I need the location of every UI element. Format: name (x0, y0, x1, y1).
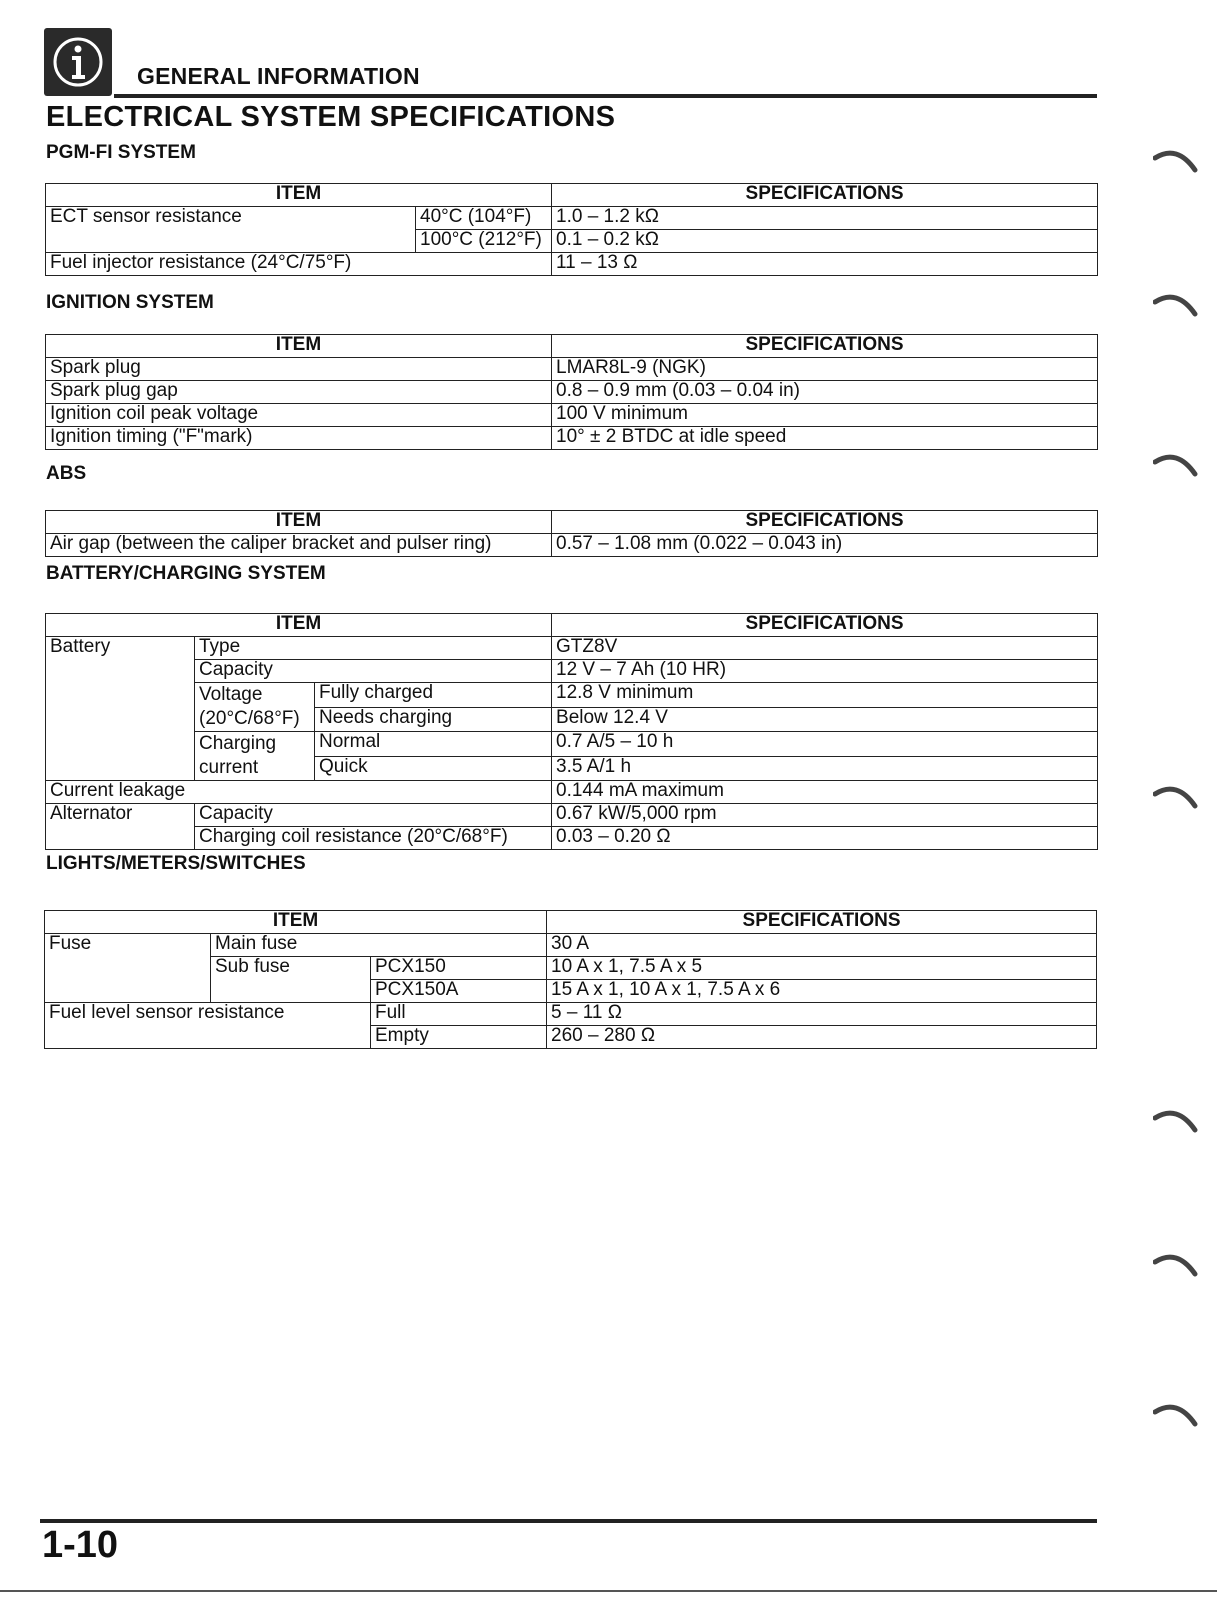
spec-quick: 3.5 A/1 h (552, 756, 1098, 781)
table-row (45, 934, 1097, 957)
spec-alternator-capacity: 0.67 kW/5,000 rpm (552, 804, 1098, 827)
spec-ignition-coil-voltage: 100 V minimum (552, 404, 1098, 427)
column-header-item: ITEM (45, 911, 547, 934)
page-bottom-edge (0, 1590, 1217, 1592)
table-row (46, 781, 1098, 804)
spec-charging-coil-resistance: 0.03 – 0.20 Ω (552, 827, 1098, 850)
header-rule (114, 94, 1097, 98)
item-pcx150: PCX150 (371, 957, 547, 980)
table-header-row (46, 511, 1098, 534)
spec-battery-type: GTZ8V (552, 637, 1098, 660)
column-header-item: ITEM (46, 184, 552, 207)
table-row (46, 827, 1098, 850)
battery-table (45, 613, 1098, 850)
item-spark-plug: Spark plug (46, 358, 552, 381)
binder-hole-mark (1153, 144, 1199, 174)
spec-current-leakage: 0.144 mA maximum (552, 781, 1098, 804)
table-row (46, 660, 1098, 683)
table-row (46, 637, 1098, 660)
item-fuel-injector: Fuel injector resistance (24°C/75°F) (46, 253, 552, 276)
binder-hole-mark (1153, 1248, 1199, 1278)
item-battery: Battery (46, 637, 195, 781)
item-fuse: Fuse (45, 934, 211, 1003)
binder-hole-mark (1153, 448, 1199, 478)
spec-normal: 0.7 A/5 – 10 h (552, 732, 1098, 757)
item-ignition-timing: Ignition timing ("F"mark) (46, 427, 552, 450)
item-charging-coil-resistance: Charging coil resistance (20°C/68°F) (195, 827, 552, 850)
spec-ect-100: 0.1 – 0.2 kΩ (552, 230, 1098, 253)
spec-empty: 260 – 280 Ω (547, 1026, 1097, 1049)
item-empty: Empty (371, 1026, 547, 1049)
column-header-item: ITEM (46, 511, 552, 534)
table-row (45, 1003, 1097, 1026)
spec-battery-capacity: 12 V – 7 Ah (10 HR) (552, 660, 1098, 683)
section-title-ignition: IGNITION SYSTEM (46, 292, 214, 313)
item-alternator-capacity: Capacity (195, 804, 552, 827)
column-header-item: ITEM (46, 335, 552, 358)
condition-ect-40: 40°C (104°F) (416, 207, 552, 230)
spec-ect-40: 1.0 – 1.2 kΩ (552, 207, 1098, 230)
table-header-row (46, 335, 1098, 358)
table-row (46, 683, 1098, 708)
item-battery-capacity: Capacity (195, 660, 552, 683)
spec-fully-charged: 12.8 V minimum (552, 683, 1098, 708)
item-air-gap: Air gap (between the caliper bracket and pulser ring) (46, 534, 552, 557)
table-row (46, 427, 1098, 450)
spec-spark-plug: LMAR8L-9 (NGK) (552, 358, 1098, 381)
column-header-specifications: SPECIFICATIONS (547, 911, 1097, 934)
spec-spark-plug-gap: 0.8 – 0.9 mm (0.03 – 0.04 in) (552, 381, 1098, 404)
page-number: 1-10 (42, 1524, 119, 1566)
table-row (46, 253, 1098, 276)
column-header-specifications: SPECIFICATIONS (552, 184, 1098, 207)
table-header-row (46, 614, 1098, 637)
table-row (46, 358, 1098, 381)
spec-ignition-timing: 10° ± 2 BTDC at idle speed (552, 427, 1098, 450)
page-title: ELECTRICAL SYSTEM SPECIFICATIONS (46, 101, 616, 133)
footer-rule (40, 1519, 1097, 1523)
section-title-pgmfi: PGM-FI SYSTEM (46, 142, 196, 163)
chapter-title: GENERAL INFORMATION (137, 63, 420, 89)
table-row (46, 534, 1098, 557)
ignition-table (45, 334, 1098, 450)
abs-table (45, 510, 1098, 557)
table-row (46, 381, 1098, 404)
table-header-row (46, 184, 1098, 207)
lights-table (44, 910, 1097, 1049)
spec-pcx150a: 15 A x 1, 10 A x 1, 7.5 A x 6 (547, 980, 1097, 1003)
column-header-specifications: SPECIFICATIONS (552, 614, 1098, 637)
section-title-battery: BATTERY/CHARGING SYSTEM (46, 563, 326, 584)
item-full: Full (371, 1003, 547, 1026)
column-header-item: ITEM (46, 614, 552, 637)
binder-hole-mark (1153, 1398, 1199, 1428)
item-current-leakage: Current leakage (46, 781, 552, 804)
binder-hole-mark (1153, 288, 1199, 318)
item-battery-type: Type (195, 637, 552, 660)
table-header-row (45, 911, 1097, 934)
column-header-specifications: SPECIFICATIONS (552, 511, 1098, 534)
item-main-fuse: Main fuse (211, 934, 547, 957)
binder-hole-mark (1153, 780, 1199, 810)
item-charging-current: Charging current (195, 732, 315, 781)
item-pcx150a: PCX150A (371, 980, 547, 1003)
item-alternator: Alternator (46, 804, 195, 850)
item-quick: Quick (315, 756, 552, 781)
table-row (46, 207, 1098, 230)
item-fully-charged: Fully charged (315, 683, 552, 708)
item-needs-charging: Needs charging (315, 707, 552, 732)
item-sub-fuse: Sub fuse (211, 957, 371, 1003)
item-ect-sensor: ECT sensor resistance (46, 207, 416, 253)
item-spark-plug-gap: Spark plug gap (46, 381, 552, 404)
spec-needs-charging: Below 12.4 V (552, 707, 1098, 732)
info-icon (44, 28, 112, 96)
condition-ect-100: 100°C (212°F) (416, 230, 552, 253)
pgmfi-table (45, 183, 1098, 276)
item-fuel-level-sensor: Fuel level sensor resistance (45, 1003, 371, 1049)
spec-full: 5 – 11 Ω (547, 1003, 1097, 1026)
spec-main-fuse: 30 A (547, 934, 1097, 957)
spec-pcx150: 10 A x 1, 7.5 A x 5 (547, 957, 1097, 980)
spec-fuel-injector: 11 – 13 Ω (552, 253, 1098, 276)
spec-air-gap: 0.57 – 1.08 mm (0.022 – 0.043 in) (552, 534, 1098, 557)
table-row (46, 404, 1098, 427)
section-title-lights: LIGHTS/METERS/SWITCHES (46, 853, 306, 874)
item-battery-voltage: Voltage (20°C/68°F) (195, 683, 315, 732)
table-row (46, 804, 1098, 827)
column-header-specifications: SPECIFICATIONS (552, 335, 1098, 358)
binder-hole-mark (1153, 1104, 1199, 1134)
item-normal: Normal (315, 732, 552, 757)
item-ignition-coil-voltage: Ignition coil peak voltage (46, 404, 552, 427)
section-title-abs: ABS (46, 463, 87, 484)
table-row (46, 732, 1098, 757)
